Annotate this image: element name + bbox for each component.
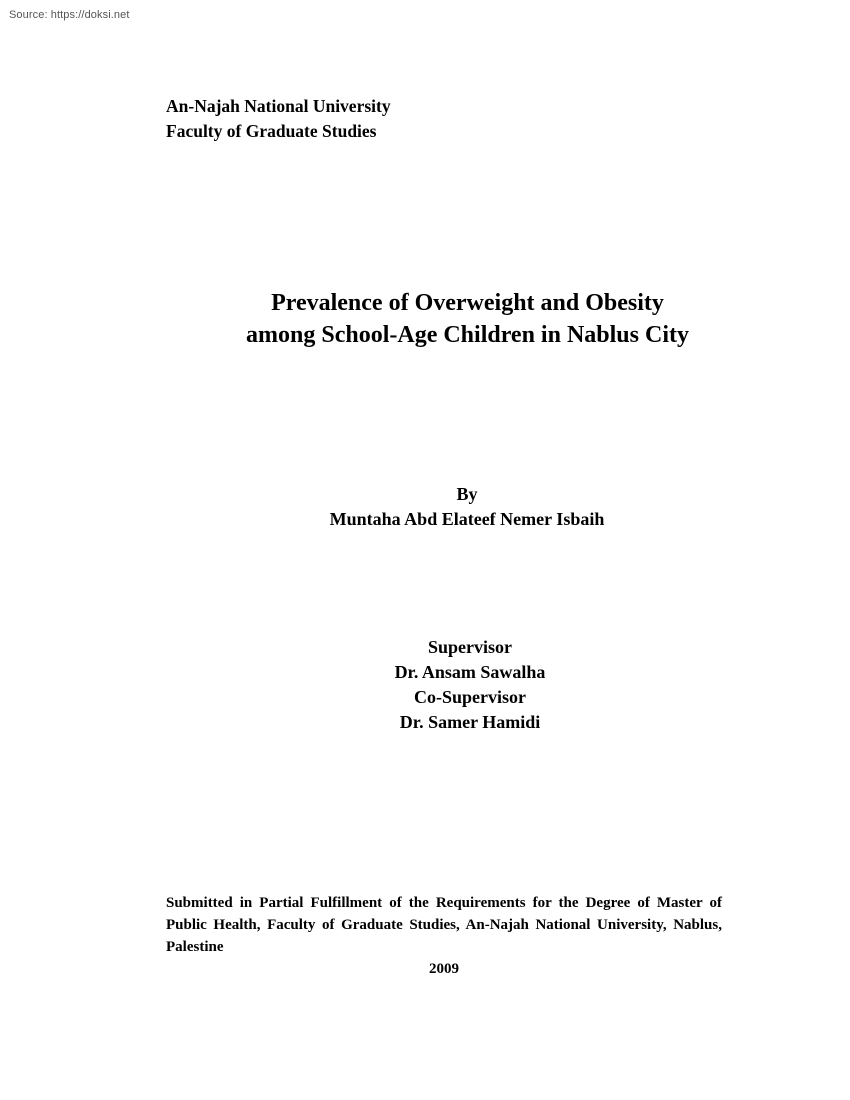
source-label: Source: https://doksi.net	[9, 9, 130, 21]
co-supervisor-name: Dr. Samer Hamidi	[399, 712, 541, 732]
university-name: An-Najah National University	[166, 96, 391, 116]
author-block	[166, 482, 768, 532]
thesis-title	[120, 287, 815, 351]
submission-statement	[166, 892, 722, 980]
institution-header	[166, 94, 391, 144]
submission-text: Submitted in Partial Fulfillment of the Requirements for the Degree of Master of Public Health, Faculty of Graduate Studies, An-Najah National University, Nablus, Palestine	[166, 895, 722, 955]
supervisor-block	[266, 635, 674, 735]
faculty-name: Faculty of Graduate Studies	[166, 121, 377, 141]
by-label: By	[456, 484, 478, 504]
thesis-title-line-2: among School-Age Children in Nablus City	[246, 322, 689, 348]
thesis-title-line-1: Prevalence of Overweight and Obesity	[271, 290, 664, 316]
author-name: Muntaha Abd Elateef Nemer Isbaih	[329, 509, 605, 529]
submission-year: 2009	[429, 961, 459, 977]
co-supervisor-label: Co-Supervisor	[414, 687, 526, 707]
supervisor-name: Dr. Ansam Sawalha	[394, 662, 546, 682]
supervisor-label: Supervisor	[427, 637, 512, 657]
